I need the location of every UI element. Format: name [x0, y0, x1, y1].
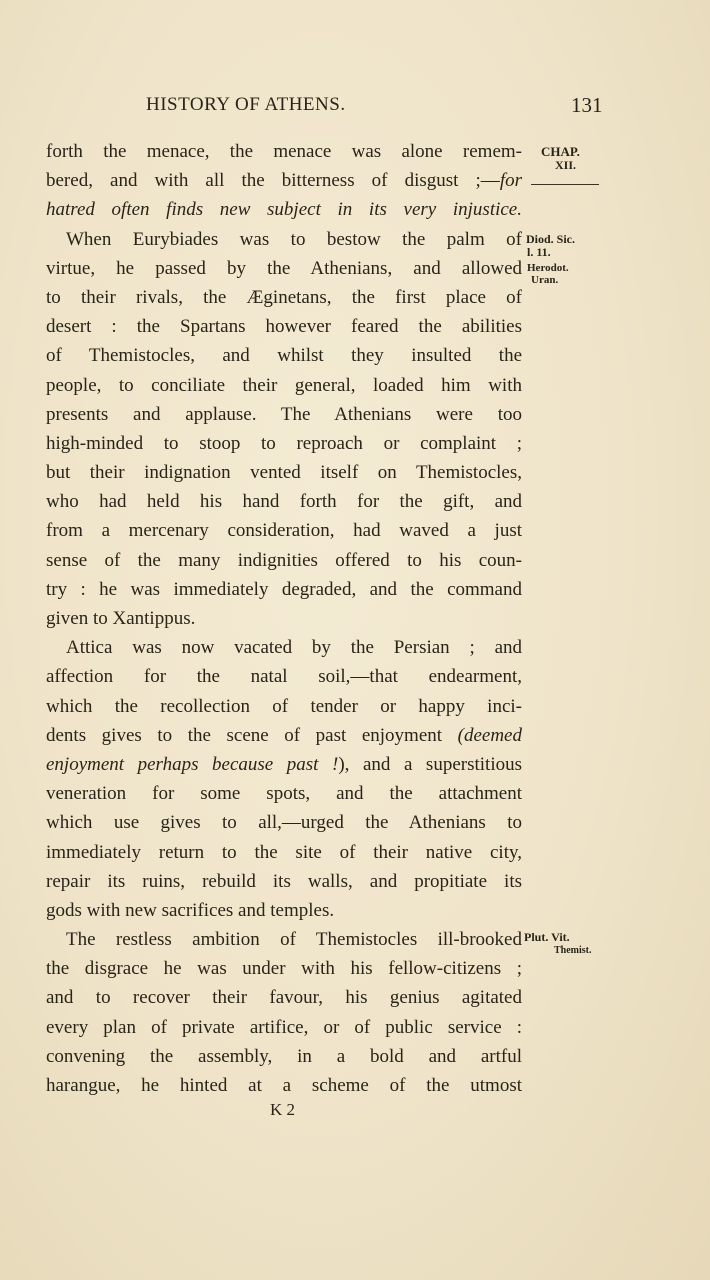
text-line	[46, 166, 522, 195]
text-line: presents and applause. The Athenians were too	[46, 403, 522, 425]
text-line: Attica was now vacated by the Persian ; and	[66, 637, 522, 659]
text-line: which use gives to all,—urged the Athenians to	[46, 812, 522, 834]
text-line: but their indignation vented itself on Themistocles,	[46, 462, 522, 484]
chapter-rule	[531, 184, 599, 185]
text-line: immediately return to the site of their native city,	[46, 841, 522, 863]
margin-note-chap: CHAP.	[541, 144, 580, 159]
text-line: of Themistocles, and whilst they insulted the	[46, 345, 522, 367]
margin-note-plutarch: Plut. Vit.	[524, 930, 570, 944]
text-line: The restless ambition of Themistocles ill-brooked	[66, 929, 522, 951]
text-line: which the recollection of tender or happy inci-	[46, 695, 522, 717]
margin-note-herodotus: Herodot.	[527, 262, 569, 274]
page-number: 131	[571, 93, 603, 117]
text-line: to their rivals, the Æginetans, the first place of	[46, 286, 522, 308]
text-segment: dents gives to the scene of past enjoyment	[46, 724, 458, 746]
text-line: affection for the natal soil,—that endearment,	[46, 666, 522, 688]
text-segment: ), and a superstitious	[338, 753, 522, 775]
running-head-title: HISTORY OF ATHENS.	[146, 94, 346, 115]
text-line: the disgrace he was under with his fellow-citizens ;	[46, 958, 522, 980]
text-line	[46, 750, 522, 779]
text-line: veneration for some spots, and the attachment	[46, 783, 522, 805]
margin-note-diodorus: Diod. Sic.	[526, 232, 576, 246]
text-line: gods with new sacrifices and temples.	[46, 899, 335, 921]
italic-segment: enjoyment perhaps because past !	[46, 753, 339, 775]
text-line: given to Xantippus.	[46, 608, 196, 629]
text-line: hatred often finds new subject in its very injustice.	[46, 199, 522, 221]
running-head	[0, 94, 710, 118]
text-line: and to recover their favour, his genius agitated	[46, 987, 522, 1009]
margin-note-plutarch-life: Themist.	[554, 945, 592, 956]
text-line: desert : the Spartans however feared the abilities	[46, 316, 522, 338]
italic-segment: (deemed	[457, 724, 522, 746]
body-text	[46, 137, 522, 1100]
italic-segment: for	[499, 170, 522, 192]
text-segment: bered, and with all the bitterness of disgust ;—	[46, 170, 500, 192]
margin-note-chap-number: XII.	[555, 158, 577, 172]
text-line: high-minded to stoop to reproach or complaint ;	[46, 432, 522, 454]
text-line: try : he was immediately degraded, and the command	[46, 578, 522, 600]
text-line: When Eurybiades was to bestow the palm of	[66, 228, 522, 250]
text-line	[46, 721, 522, 750]
margin-note-diodorus-book: l. 11.	[527, 245, 551, 259]
text-line: harangue, he hinted at a scheme of the utmost	[46, 1075, 522, 1096]
text-line: repair its ruins, rebuild its walls, and propitiate its	[46, 870, 522, 892]
text-line: sense of the many indignities offered to his coun-	[46, 549, 522, 571]
text-line: people, to conciliate their general, loaded him with	[46, 374, 522, 396]
text-line: convening the assembly, in a bold and artful	[46, 1045, 522, 1067]
text-line: who had held his hand forth for the gift, and	[46, 491, 522, 513]
text-line: forth the menace, the menace was alone remem-	[46, 141, 522, 162]
text-line: virtue, he passed by the Athenians, and allowed	[46, 257, 522, 279]
signature-mark: K 2	[270, 1100, 296, 1119]
margin-note-herodotus-book: Uran.	[531, 274, 559, 286]
text-line: every plan of private artifice, or of public service :	[46, 1016, 522, 1038]
text-line: from a mercenary consideration, had waved a just	[46, 520, 522, 542]
